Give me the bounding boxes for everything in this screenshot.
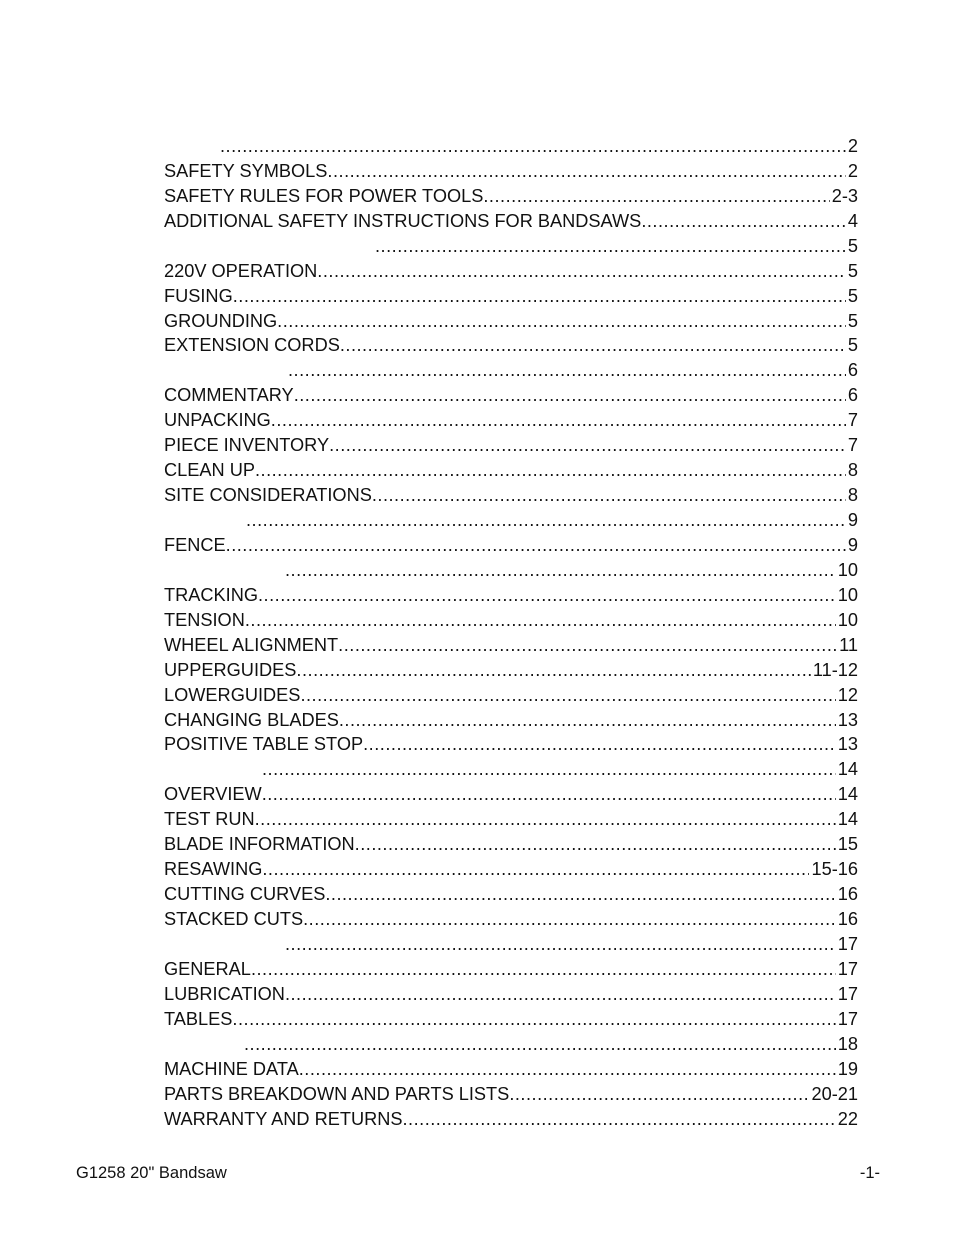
toc-dot-leader bbox=[402, 1109, 835, 1129]
toc-entry-label: OVERVIEW bbox=[164, 784, 262, 805]
toc-entry bbox=[164, 1104, 858, 1129]
toc-entry-page: 19 bbox=[837, 1058, 858, 1079]
toc-entry-page: 16 bbox=[837, 884, 858, 905]
toc-dot-leader bbox=[355, 834, 836, 854]
toc-entry bbox=[164, 879, 858, 904]
toc-entry-label: COMMENTARY bbox=[164, 385, 294, 406]
toc-entry bbox=[164, 754, 858, 779]
toc-entry bbox=[164, 455, 858, 480]
toc-entry bbox=[164, 555, 858, 580]
toc-dot-leader bbox=[232, 1009, 835, 1029]
toc-entry bbox=[164, 1079, 858, 1104]
toc-dot-leader bbox=[251, 959, 836, 979]
toc-entry-page: 5 bbox=[847, 260, 858, 281]
toc-entry-page: 8 bbox=[847, 485, 858, 506]
toc-entry-label: EXTENSION CORDS bbox=[164, 335, 340, 356]
toc-entry-page: 8 bbox=[847, 460, 858, 481]
toc-entry bbox=[164, 979, 858, 1004]
toc-entry-page: 10 bbox=[837, 584, 858, 605]
toc-entry bbox=[164, 829, 858, 854]
toc-entry bbox=[164, 680, 858, 705]
toc-entry bbox=[164, 1054, 858, 1079]
toc-entry bbox=[164, 206, 858, 231]
toc-dot-leader bbox=[294, 385, 846, 405]
toc-dot-leader bbox=[340, 335, 846, 355]
toc-entry-label: TENSION bbox=[164, 609, 245, 630]
toc-entry bbox=[164, 530, 858, 555]
toc-entry-label: LOWERGUIDES bbox=[164, 684, 301, 705]
toc-dot-leader bbox=[509, 1084, 809, 1104]
toc-dot-leader bbox=[262, 784, 836, 804]
toc-dot-leader bbox=[483, 186, 829, 206]
toc-entry-label: TEST RUN bbox=[164, 809, 255, 830]
table-of-contents bbox=[164, 131, 858, 1129]
toc-entry-page: 20-21 bbox=[811, 1083, 858, 1104]
toc-entry-label: SITE CONSIDERATIONS bbox=[164, 485, 372, 506]
toc-dot-leader bbox=[296, 660, 810, 680]
toc-entry bbox=[164, 1004, 858, 1029]
toc-entry-page: 10 bbox=[837, 609, 858, 630]
toc-entry-page: 2 bbox=[847, 160, 858, 181]
toc-entry-label: RESAWING bbox=[164, 859, 263, 880]
toc-entry bbox=[164, 904, 858, 929]
toc-entry bbox=[164, 804, 858, 829]
toc-entry bbox=[164, 730, 858, 755]
toc-dot-leader bbox=[300, 685, 835, 705]
toc-dot-leader bbox=[641, 211, 846, 231]
toc-entry-page: 11 bbox=[839, 634, 858, 655]
toc-entry-label: LUBRICATION bbox=[164, 983, 285, 1004]
toc-entry-label: CUTTING CURVES bbox=[164, 884, 326, 905]
toc-entry-page: 5 bbox=[847, 285, 858, 306]
toc-entry bbox=[164, 380, 858, 405]
toc-entry bbox=[164, 355, 858, 380]
toc-entry-page: 13 bbox=[837, 734, 858, 755]
toc-entry bbox=[164, 779, 858, 804]
toc-entry-label: GENERAL bbox=[164, 958, 251, 979]
toc-entry bbox=[164, 281, 858, 306]
toc-dot-leader bbox=[277, 311, 846, 331]
toc-entry-page: 22 bbox=[837, 1108, 858, 1129]
toc-dot-leader bbox=[339, 710, 836, 730]
toc-entry bbox=[164, 405, 858, 430]
toc-entry bbox=[164, 705, 858, 730]
toc-entry-page: 17 bbox=[837, 1008, 858, 1029]
toc-dot-leader bbox=[285, 934, 836, 954]
toc-entry-page: 16 bbox=[837, 909, 858, 929]
toc-entry-page: 17 bbox=[837, 983, 858, 1004]
toc-dot-leader bbox=[255, 809, 836, 829]
toc-entry bbox=[164, 131, 858, 156]
footer-page-number: -1- bbox=[859, 1164, 880, 1182]
toc-entry bbox=[164, 156, 858, 181]
toc-entry-label: GROUNDING bbox=[164, 310, 278, 331]
toc-entry-page: 14 bbox=[837, 759, 858, 780]
toc-dot-leader bbox=[258, 585, 836, 605]
toc-dot-leader bbox=[299, 1059, 836, 1079]
toc-entry-label: UPPERGUIDES bbox=[164, 659, 297, 680]
toc-entry bbox=[164, 854, 858, 879]
toc-dot-leader bbox=[262, 859, 809, 879]
toc-entry-page: 17 bbox=[837, 958, 858, 979]
toc-dot-leader bbox=[375, 236, 846, 256]
toc-dot-leader bbox=[317, 261, 846, 281]
toc-dot-leader bbox=[255, 460, 846, 480]
toc-entry-label: POSITIVE TABLE STOP bbox=[164, 734, 364, 755]
toc-entry bbox=[164, 181, 858, 206]
toc-entry-page: 14 bbox=[837, 809, 858, 830]
toc-dot-leader bbox=[285, 560, 836, 580]
toc-entry bbox=[164, 480, 858, 505]
toc-entry-page: 9 bbox=[847, 534, 858, 555]
toc-entry-page: 15 bbox=[837, 834, 858, 855]
toc-dot-leader bbox=[245, 610, 836, 630]
toc-entry-label: FUSING bbox=[164, 285, 233, 306]
toc-entry-label: FENCE bbox=[164, 534, 226, 555]
toc-entry-label: SAFETY SYMBOLS bbox=[164, 160, 328, 181]
toc-entry-page: 4 bbox=[847, 210, 858, 231]
toc-entry-page: 6 bbox=[847, 385, 858, 406]
toc-entry-label: 220V OPERATION bbox=[164, 260, 318, 281]
toc-entry bbox=[164, 505, 858, 530]
toc-entry bbox=[164, 580, 858, 605]
toc-entry-label: SAFETY RULES FOR POWER TOOLS bbox=[164, 185, 484, 206]
toc-entry-page: 5 bbox=[847, 310, 858, 331]
toc-dot-leader bbox=[303, 909, 836, 929]
toc-entry-label: ADDITIONAL SAFETY INSTRUCTIONS FOR BANDSAWS bbox=[164, 210, 642, 231]
toc-entry-page: 14 bbox=[837, 784, 858, 805]
toc-entry-label: TABLES bbox=[164, 1008, 233, 1029]
toc-dot-leader bbox=[244, 1034, 836, 1054]
toc-dot-leader bbox=[325, 884, 835, 904]
toc-entry-label: STACKED CUTS bbox=[164, 909, 304, 929]
toc-entry bbox=[164, 256, 858, 281]
toc-entry-page: 11-12 bbox=[812, 659, 858, 680]
toc-entry-page: 18 bbox=[837, 1033, 858, 1054]
toc-dot-leader bbox=[220, 136, 846, 156]
toc-entry-label: BLADE INFORMATION bbox=[164, 834, 355, 855]
toc-entry bbox=[164, 331, 858, 356]
toc-dot-leader bbox=[329, 435, 846, 455]
toc-entry-label: TRACKING bbox=[164, 584, 258, 605]
toc-dot-leader bbox=[233, 286, 846, 306]
toc-dot-leader bbox=[226, 535, 846, 555]
toc-entry-page: 13 bbox=[837, 709, 858, 730]
toc-entry-page: 5 bbox=[847, 335, 858, 356]
toc-dot-leader bbox=[285, 984, 836, 1004]
toc-dot-leader bbox=[271, 410, 846, 430]
toc-entry-page: 15-16 bbox=[811, 859, 858, 880]
footer-model-title: G1258 20" Bandsaw bbox=[76, 1164, 227, 1182]
toc-entry bbox=[164, 655, 858, 680]
toc-entry-label: WARRANTY AND RETURNS bbox=[164, 1108, 403, 1129]
toc-entry-page: 6 bbox=[847, 360, 858, 381]
toc-dot-leader bbox=[262, 759, 836, 779]
toc-entry-label: CLEAN UP bbox=[164, 460, 255, 481]
toc-entry bbox=[164, 306, 858, 331]
toc-entry-label: WHEEL ALIGNMENT bbox=[164, 634, 339, 655]
toc-dot-leader bbox=[372, 485, 846, 505]
toc-dot-leader bbox=[327, 161, 845, 181]
toc-entry-page: 7 bbox=[847, 410, 858, 431]
toc-entry-page: 9 bbox=[847, 510, 858, 530]
toc-entry-label: UNPACKING bbox=[164, 410, 271, 431]
toc-entry-label: MACHINE DATA bbox=[164, 1058, 299, 1079]
toc-entry bbox=[164, 605, 858, 630]
toc-dot-leader bbox=[338, 635, 837, 655]
toc-entry-page: 17 bbox=[837, 933, 858, 954]
toc-entry-label: CHANGING BLADES bbox=[164, 709, 339, 730]
toc-entry-page: 7 bbox=[847, 435, 858, 456]
toc-entry-page: 5 bbox=[847, 235, 858, 256]
toc-entry-page: 2 bbox=[847, 135, 858, 156]
toc-entry bbox=[164, 954, 858, 979]
toc-entry-label: PIECE INVENTORY bbox=[164, 435, 330, 456]
toc-entry bbox=[164, 231, 858, 256]
toc-entry-page: 12 bbox=[837, 684, 858, 705]
toc-entry bbox=[164, 929, 858, 954]
toc-entry-page: 2-3 bbox=[831, 185, 858, 206]
toc-entry-label: PARTS BREAKDOWN AND PARTS LISTS bbox=[164, 1083, 510, 1104]
toc-entry bbox=[164, 630, 858, 655]
toc-entry bbox=[164, 1029, 858, 1054]
toc-dot-leader bbox=[288, 360, 846, 380]
toc-entry-page: 10 bbox=[837, 559, 858, 580]
toc-dot-leader bbox=[363, 734, 836, 754]
toc-dot-leader bbox=[246, 510, 846, 530]
toc-entry bbox=[164, 430, 858, 455]
